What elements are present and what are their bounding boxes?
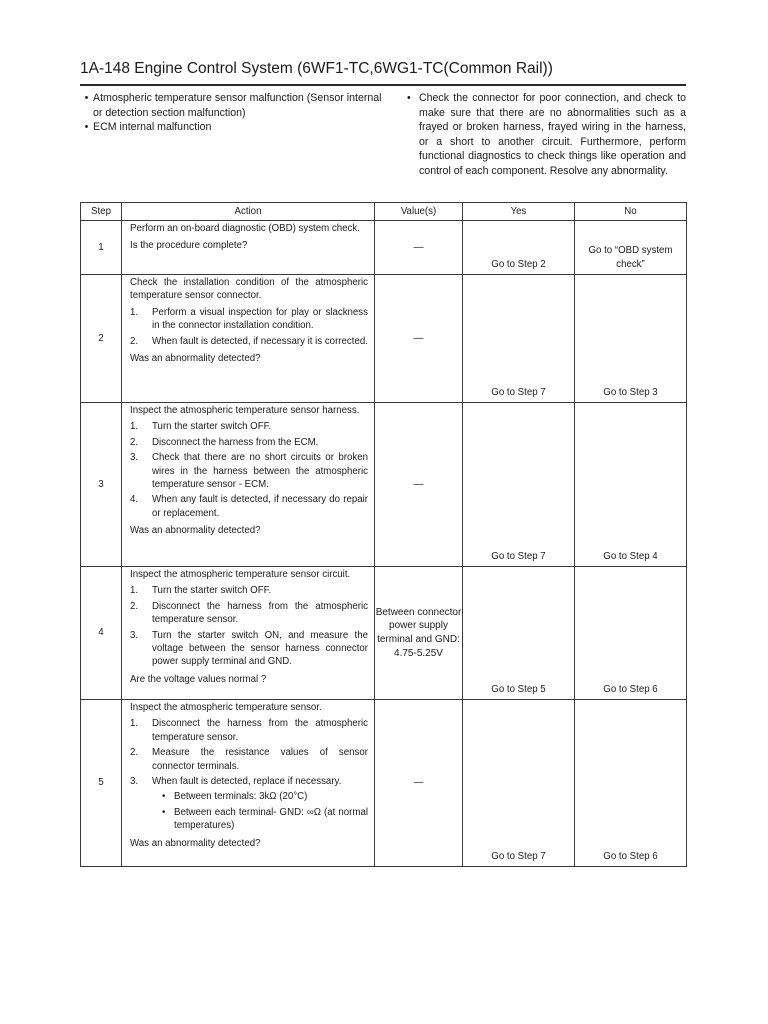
- step-number: 5: [81, 700, 122, 867]
- action-step-item: [130, 717, 368, 744]
- action-step-number: 1.: [130, 585, 139, 597]
- step-action: [122, 403, 375, 567]
- page-title: 1A-148 Engine Control System (6WF1-TC,6WG1-TC(Common Rail)): [80, 60, 553, 77]
- action-subitem-text: Between terminals: 3kΩ (20°C): [174, 791, 308, 803]
- step-no-cell: [575, 221, 687, 275]
- action-step-item: [130, 306, 368, 333]
- table-row: [81, 275, 687, 403]
- step-yes: Go to Step 7: [491, 550, 546, 562]
- action-question: Was an abnormality detected?: [130, 353, 261, 365]
- action-question: Are the voltage values normal ?: [130, 673, 267, 685]
- step-no-cell: [575, 403, 687, 567]
- action-intro: Check the installation condition of the atmospheric temperature sensor connector.: [130, 277, 368, 302]
- action-step-item: [130, 584, 368, 597]
- step-value: —: [375, 275, 463, 403]
- remedy-note: [407, 91, 686, 179]
- step-value: Between connector power supply terminal and GND: 4.75-5.25V: [375, 567, 463, 700]
- action-step-item: [130, 436, 368, 449]
- action-subitem-text: Between each terminal- GND: ∞Ω (at normal temperatures): [174, 806, 368, 832]
- action-step-number: 2.: [130, 436, 139, 448]
- action-step-text: Turn the starter switch OFF.: [152, 421, 272, 433]
- bullet-icon: •: [84, 121, 89, 133]
- action-step-item: [130, 420, 368, 433]
- step-no: Go to “OBD system check”: [588, 245, 673, 270]
- step-value: —: [375, 700, 463, 867]
- action-step-number: 4.: [130, 494, 139, 506]
- step-yes: Go to Step 2: [491, 258, 546, 270]
- action-subitem: [162, 790, 368, 803]
- step-yes: Go to Step 7: [491, 386, 546, 398]
- step-yes: Go to Step 7: [491, 850, 546, 862]
- table-row: [81, 403, 687, 567]
- header-values: Value(s): [375, 203, 463, 221]
- step-action: [122, 221, 375, 275]
- action-step-text: When any fault is detected, if necessary do repair or replacement.: [152, 494, 368, 519]
- step-number: 3: [81, 403, 122, 567]
- action-step-item: [130, 451, 368, 491]
- action-step-text: Check that there are no short circuits or broken wires in the harness between the atmospheric temperature sensor - ECM.: [152, 452, 368, 491]
- step-number: 2: [81, 275, 122, 403]
- action-step-number: 2.: [130, 600, 139, 612]
- header-no: No: [575, 203, 687, 221]
- step-no-cell: [575, 275, 687, 403]
- action-step-item: [130, 746, 368, 773]
- step-action: [122, 275, 375, 403]
- action-step-item: [130, 600, 368, 627]
- step-yes-cell: [463, 403, 575, 567]
- action-subitem: [162, 806, 368, 833]
- page-header: [80, 60, 686, 84]
- step-number: 4: [81, 567, 122, 700]
- header-yes: Yes: [463, 203, 575, 221]
- step-no-cell: [575, 700, 687, 867]
- bullet-icon: •: [162, 806, 166, 818]
- action-step-item: [130, 629, 368, 669]
- header-step: Step: [81, 203, 122, 221]
- header-action: Action: [122, 203, 375, 221]
- action-step-item: [130, 335, 368, 348]
- possible-causes: [80, 91, 390, 135]
- action-step-number: 3.: [130, 629, 139, 641]
- action-step-text: Disconnect the harness from the atmospheric temperature sensor.: [152, 718, 368, 743]
- cause-text: Atmospheric temperature sensor malfunction (Sensor internal or detection section malfunction): [93, 92, 382, 119]
- step-no: Go to Step 3: [603, 386, 658, 398]
- table-header-row: [81, 203, 687, 221]
- action-step-text: Disconnect the harness from the atmospheric temperature sensor.: [152, 600, 368, 626]
- step-yes-cell: [463, 700, 575, 867]
- step-value: —: [375, 221, 463, 275]
- step-yes-cell: [463, 275, 575, 403]
- action-step-text: Turn the starter switch OFF.: [152, 585, 272, 597]
- action-step-number: 1.: [130, 306, 139, 318]
- bullet-icon: •: [162, 791, 166, 803]
- table-row: [81, 567, 687, 700]
- action-step-number: 2.: [130, 747, 139, 759]
- step-no: Go to Step 6: [603, 683, 658, 695]
- action-step-item: [130, 775, 368, 788]
- action-step-number: 3.: [130, 452, 139, 464]
- action-step-text: Disconnect the harness from the ECM.: [152, 436, 319, 448]
- action-question: Is the procedure complete?: [130, 240, 248, 252]
- action-step-text: Measure the resistance values of sensor connector terminals.: [152, 747, 368, 772]
- action-steps: [130, 717, 368, 832]
- remedy-text: Check the connector for poor connection, and check to make sure that there are no abnormalities such as a frayed or broken harness, frayed wiring in the harness, or a short to another circuit. Furthermore, perform functional diagnostics to check things like operation and control of each component. Resolve any abnormality.: [419, 92, 686, 177]
- action-intro: Inspect the atmospheric temperature sensor.: [130, 702, 322, 713]
- step-value: —: [375, 403, 463, 567]
- step-no: Go to Step 4: [603, 550, 658, 562]
- step-yes-cell: [463, 567, 575, 700]
- step-action: [122, 700, 375, 867]
- action-step-text: When fault is detected, if necessary it is corrected.: [152, 335, 368, 347]
- bullet-icon: •: [84, 92, 89, 104]
- action-step-number: 1.: [130, 421, 139, 433]
- step-no: Go to Step 6: [603, 850, 658, 862]
- action-step-text: Turn the starter switch ON, and measure the voltage between the sensor harness connector power supply terminal and GND.: [152, 629, 368, 668]
- action-intro: Inspect the atmospheric temperature sensor harness.: [130, 405, 360, 416]
- step-yes: Go to Step 5: [491, 683, 546, 695]
- action-step-item: [130, 493, 368, 520]
- action-question: Was an abnormality detected?: [130, 837, 261, 849]
- step-no-cell: [575, 567, 687, 700]
- action-step-text: Perform a visual inspection for play or slackness in the connector installation condition.: [152, 306, 368, 332]
- step-number: 1: [81, 221, 122, 275]
- table-row: [81, 221, 687, 275]
- action-step-number: 1.: [130, 718, 139, 730]
- step-action: [122, 567, 375, 700]
- bullet-icon: •: [407, 92, 411, 104]
- header-divider: [80, 84, 686, 86]
- action-step-text: When fault is detected, replace if necessary.: [152, 776, 342, 788]
- action-steps: [130, 420, 368, 520]
- action-intro: Inspect the atmospheric temperature sensor circuit.: [130, 569, 351, 580]
- action-steps: [130, 584, 368, 668]
- table-row: [81, 700, 687, 867]
- cause-item: [80, 91, 390, 120]
- action-intro: Perform an on-board diagnostic (OBD) system check.: [130, 223, 360, 234]
- step-yes-cell: [463, 221, 575, 275]
- action-steps: [130, 306, 368, 348]
- cause-text: ECM internal malfunction: [93, 121, 212, 133]
- action-question: Was an abnormality detected?: [130, 525, 261, 537]
- cause-item: [80, 120, 390, 135]
- action-step-number: 2.: [130, 335, 139, 347]
- diagnostic-table: [80, 202, 687, 867]
- action-step-number: 3.: [130, 776, 139, 788]
